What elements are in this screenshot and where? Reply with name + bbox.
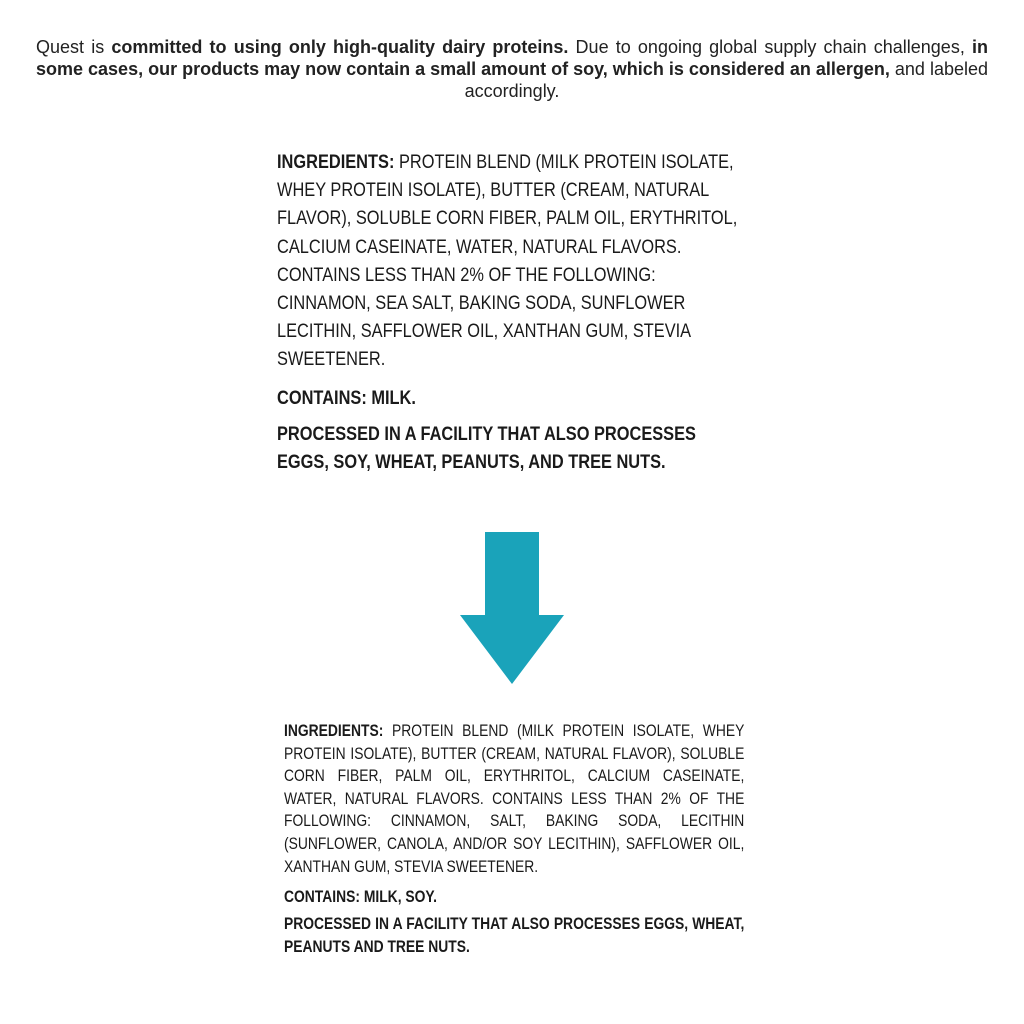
new-ingredients-text: PROTEIN BLEND (MILK PROTEIN ISOLATE, WHEY PROTEIN ISOLATE), BUTTER (CREAM, NATURAL FLAVOR), SOLUBLE CORN FIBER, PALM OIL, ERYTHRITOL, CALCIUM CASEINATE, WATER, NATURAL FLAVORS. CONTAINS LESS THAN 2% OF THE FOLLOWING: CINNAMON, SALT, BAKING SODA, LECITHIN (SUNFLOWER, CANOLA, AND/OR SOY LECITHIN), SAFFLOWER OIL, XANTHAN GUM, STEVIA SWEETENER. [284, 722, 745, 876]
old-contains-statement: CONTAINS: MILK. [277, 386, 416, 409]
old-ingredients-heading: INGREDIENTS: [277, 151, 395, 173]
arrow-down-icon [460, 532, 564, 684]
notice-text-2: committed to using only high-quality dairy proteins. [111, 37, 569, 57]
old-ingredients-text: PROTEIN BLEND (MILK PROTEIN ISOLATE, WHEY PROTEIN ISOLATE), BUTTER (CREAM, NATURAL FLAVOR), SOLUBLE CORN FIBER, PALM OIL, ERYTHRITOL, CALCIUM CASEINATE, WATER, NATURAL FLAVORS. CONTAINS LESS THAN 2% OF THE FOLLOWING: CINNAMON, SEA SALT, BAKING SODA, SUNFLOWER LECITHIN, SAFFLOWER OIL, XANTHAN GUM, STEVIA SWEETENER. [277, 151, 738, 371]
old-ingredients-label [277, 148, 738, 476]
arrow-shape [460, 532, 564, 684]
new-facility-statement: PROCESSED IN A FACILITY THAT ALSO PROCESSES EGGS, WHEAT, PEANUTS AND TREE NUTS. [284, 915, 745, 956]
notice-text-1: Quest is [36, 37, 112, 57]
old-ingredients-list [277, 148, 747, 374]
notice-text-5: and labeled accordingly. [464, 59, 988, 101]
old-facility-statement: PROCESSED IN A FACILITY THAT ALSO PROCESSES EGGS, SOY, WHEAT, PEANUTS, AND TREE NUTS. [277, 422, 696, 473]
new-contains-statement: CONTAINS: MILK, SOY. [284, 888, 437, 907]
new-ingredients-heading: INGREDIENTS: [284, 722, 384, 740]
new-ingredients-list [284, 720, 744, 878]
notice-text-3: Due to ongoing global supply chain challenges, [568, 37, 972, 57]
notice-text-4: in some cases, our products may now contain a small amount of soy, which is considered an allergen, [36, 37, 988, 79]
new-ingredients-label [284, 720, 744, 958]
allergen-notice [36, 36, 988, 102]
